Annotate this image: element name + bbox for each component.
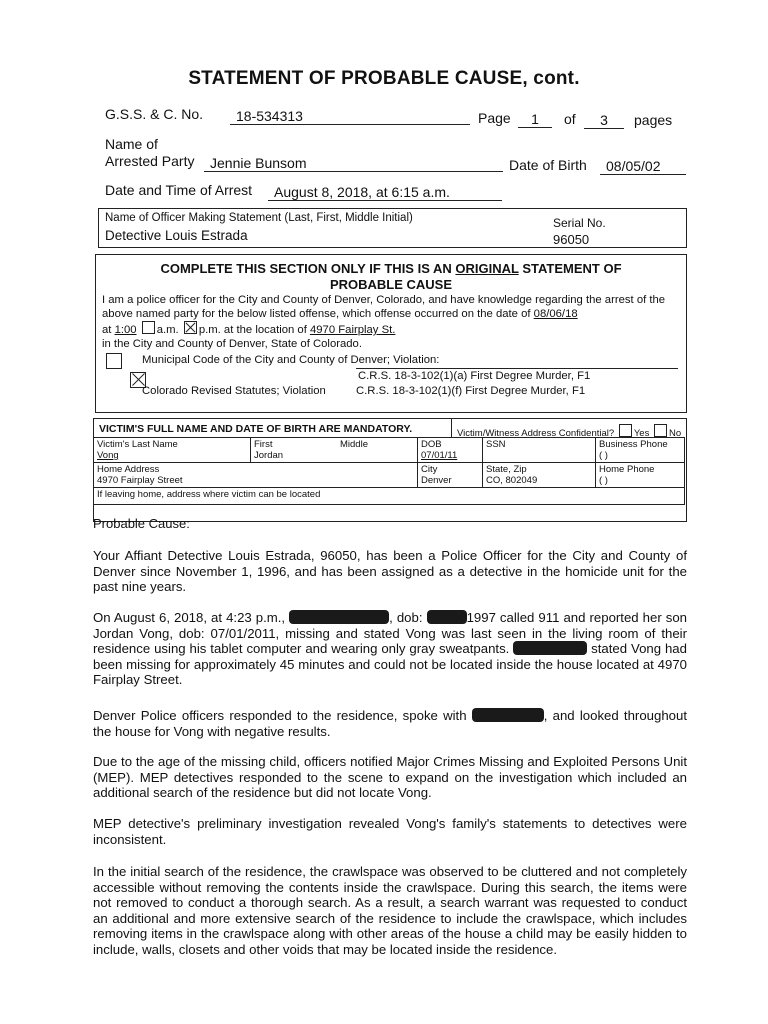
original-text (102, 294, 676, 351)
officer-value: Detective Louis Estrada (105, 228, 248, 243)
dob-label: Date of Birth (509, 157, 587, 173)
confidential-yes-checkbox[interactable] (619, 424, 632, 437)
offense-location: 4970 Fairplay St. (309, 324, 396, 336)
arrested-name-label-2: Arrested Party (105, 153, 195, 169)
home-address-value: 4970 Fairplay Street (97, 475, 183, 486)
victim-dob-cell (418, 438, 483, 463)
paragraph-6: In the initial search of the residence, the crawlspace was observed to be cluttered and not completely accessible without removing the contents inside the crawlspace. During this search, the items were not removed to conduct a thorough search. As a result, a search warrant was requested to conduct an additional and more extensive search of the residence to include the crawlspace, which includes removing items in the crawlspace along with other areas of the house a child may be easily hidden to include, walls, closets and other voids that may be located inside the residence. (93, 864, 687, 957)
last-name-label: Victim's Last Name (97, 439, 178, 450)
municipal-checkbox[interactable] (106, 353, 122, 369)
crs-label: Colorado Revised Statutes; Violation (142, 385, 326, 397)
arrested-name-value: Jennie Bunsom (204, 155, 503, 172)
gss-value: 18-534313 (230, 108, 470, 125)
ssn-label: SSN (486, 439, 506, 450)
victim-section (93, 418, 687, 522)
paragraph-3 (93, 708, 687, 739)
page-number: 1 (518, 111, 552, 128)
probable-cause-label: Probable Cause: (93, 516, 190, 531)
original-heading-line-2: PROBABLE CAUSE (329, 277, 453, 292)
paragraph-4: Due to the age of the missing child, officers notified Major Crimes Missing and Exploited Persons Unit (MEP). MEP detectives responded to the scene to expand on the investigation which included an additional search of the residence but did not locate Vong. (93, 754, 687, 800)
middle-label: Middle (340, 439, 368, 450)
paragraph-5: MEP detective's preliminary investigation revealed Vong's family's statements to detectives were inconsistent. (93, 816, 687, 847)
redaction-bar (427, 610, 467, 624)
victim-heading: VICTIM'S FULL NAME AND DATE OF BIRTH ARE MANDATORY. (99, 423, 413, 435)
paragraph-2-part-b: , dob: (389, 610, 423, 625)
original-heading-original: ORIGINAL (455, 261, 519, 276)
confidential-no-checkbox[interactable] (654, 424, 667, 437)
violation-1: C.R.S. 18-3-102(1)(a) First Degree Murder, F1 (358, 370, 591, 382)
home-phone-value: ( ) (599, 475, 608, 486)
victim-city-cell (418, 463, 483, 488)
redaction-bar (513, 641, 587, 655)
no-label: No (668, 428, 682, 439)
paragraph-3-part-b: , and looked throughout the house for Vong with negative results. (93, 708, 687, 739)
original-heading (96, 261, 686, 276)
last-name-value: Vong (97, 450, 119, 461)
victim-ssn-cell (483, 438, 596, 463)
table-row (94, 488, 685, 505)
victim-business-phone-cell (596, 438, 685, 463)
municipal-label: Municipal Code of the City and County of Denver; Violation: (142, 354, 440, 366)
yes-label: Yes (633, 428, 650, 439)
gss-label: G.S.S. & C. No. (105, 106, 204, 122)
first-label: First (254, 439, 273, 450)
business-phone-value: ( ) (599, 450, 608, 461)
original-section (95, 254, 687, 413)
confidential-label: Victim/Witness Address Confidential? (457, 428, 615, 439)
pm-label: p.m. at the location of (198, 324, 307, 336)
home-address-label: Home Address (97, 464, 160, 475)
page-label: Page (478, 110, 511, 126)
leaving-home-label: If leaving home, address where victim can be located (97, 489, 321, 500)
paragraph-2 (93, 610, 687, 688)
victim-last-name-cell (94, 438, 251, 463)
paragraph-2-part-d: stated Vong had been missing for approximately 45 minutes and could not be located inside the house located at 4970 Fairplay Street. (93, 641, 687, 687)
at-label: at (102, 324, 112, 336)
am-label: a.m. (156, 324, 179, 336)
victim-state-cell (483, 463, 596, 488)
violation-2: C.R.S. 18-3-102(1)(f) First Degree Murder, F1 (356, 385, 586, 397)
officer-box (98, 208, 687, 248)
offense-time: 1:00 (114, 324, 137, 336)
business-phone-label: Business Phone (599, 439, 668, 450)
officer-label: Name of Officer Making Statement (Last, First, Middle Initial) (105, 212, 413, 224)
city-value: Denver (421, 475, 452, 486)
state-zip-label: State, Zip (486, 464, 527, 475)
leaving-home-cell (94, 488, 685, 505)
page-total: 3 (584, 112, 624, 129)
original-text-1: I am a police officer for the City and County of Denver, Colorado, and have knowledge regarding the arrest of the above named party for the below listed offense, which offense occurred on the date of (102, 294, 666, 320)
redaction-bar (289, 610, 389, 624)
of-label: of (564, 111, 576, 127)
paragraph-3-part-a: Denver Police officers responded to the residence, spoke with (93, 708, 467, 723)
victim-home-phone-cell (596, 463, 685, 488)
violation-line (356, 368, 678, 369)
victim-first-name-cell (251, 438, 418, 463)
table-row (94, 463, 685, 488)
paragraph-2-part-a: On August 6, 2018, at 4:23 p.m., (93, 610, 286, 625)
pages-label: pages (634, 112, 673, 128)
serial-value: 96050 (553, 232, 590, 247)
state-zip-value: CO, 802049 (486, 475, 538, 486)
redaction-bar (472, 708, 544, 722)
original-heading-part-1: COMPLETE THIS SECTION ONLY IF THIS IS AN (160, 261, 452, 276)
victim-dob-label: DOB (421, 439, 442, 450)
home-phone-label: Home Phone (599, 464, 655, 475)
victim-address-cell (94, 463, 418, 488)
original-text-2: in the City and County of Denver, State of Colorado. (102, 337, 362, 350)
page-title: STATEMENT OF PROBABLE CAUSE, cont. (188, 68, 580, 89)
am-checkbox[interactable] (142, 321, 155, 334)
pm-checkbox[interactable] (184, 321, 197, 334)
table-row (94, 438, 685, 463)
arrested-name-label-1: Name of (105, 136, 158, 152)
original-heading-part-2: STATEMENT OF (522, 261, 622, 276)
paragraph-2-part-c: 1997 called 911 and reported her son Jordan Vong, dob: 07/01/2011, missing and stated Vong was last seen in the living room of their residence using his tablet computer and wearing only gray sweatpants. (93, 610, 688, 656)
arrest-label: Date and Time of Arrest (105, 182, 253, 198)
city-label: City (421, 464, 438, 475)
victim-heading-divider (451, 419, 452, 437)
serial-label: Serial No. (553, 216, 606, 230)
victim-dob-value: 07/01/11 (421, 450, 458, 461)
paragraph-1: Your Affiant Detective Louis Estrada, 96050, has been a Police Officer for the City and County of Denver since November 1, 1996, and has been assigned as a detective in the homicide unit for the past nine years. (93, 548, 687, 594)
arrest-value: August 8, 2018, at 6:15 a.m. (268, 184, 502, 201)
offense-date: 08/06/18 (533, 307, 578, 320)
first-name-value: Jordan (254, 450, 284, 461)
victim-table (93, 437, 685, 505)
dob-value: 08/05/02 (600, 158, 686, 175)
